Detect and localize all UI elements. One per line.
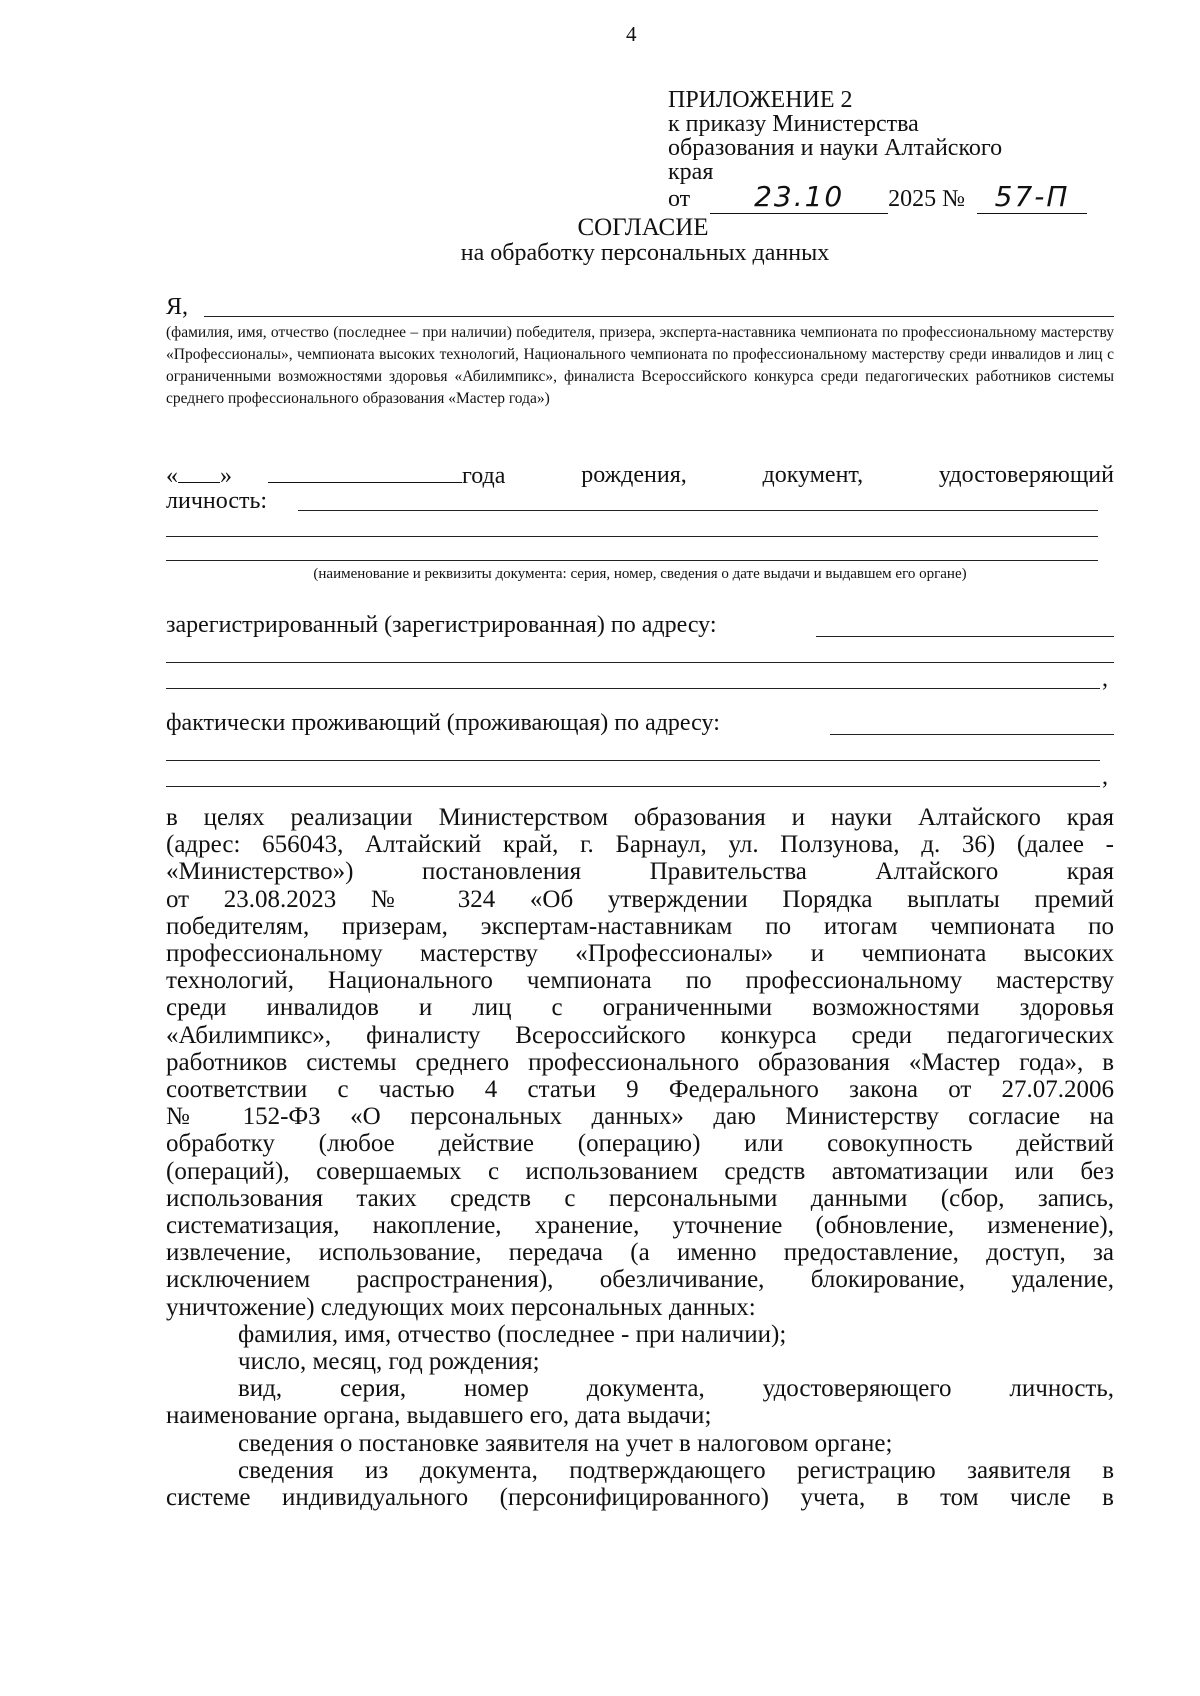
- birth-date-row: [166, 462, 1114, 490]
- identity-doc-note: (наименование и реквизиты документа: серия, номер, сведения о дате выдачи и выдавшем его органе): [313, 566, 967, 582]
- identity-doc-line-3[interactable]: [166, 560, 1098, 561]
- identity-doc-line-2[interactable]: [166, 536, 1098, 537]
- list-item-birth: число, месяц, год рождения;: [238, 1348, 540, 1376]
- order-number-field: [977, 180, 1087, 214]
- order-date-handwritten: 23.10: [754, 180, 845, 213]
- registered-address-field[interactable]: [816, 636, 1114, 637]
- word-birth: рождения,: [581, 462, 687, 488]
- body-line: технологий, Национального чемпионата по профессиональному мастерству: [166, 967, 1114, 995]
- registered-label: зарегистрированный (зарегистрированная) по адресу:: [166, 612, 717, 638]
- appendix-header: [668, 88, 1002, 184]
- birth-day-field[interactable]: [178, 462, 220, 483]
- body-line: извлечение, использование, передача (а именно предоставление, доступ, за: [166, 1239, 1114, 1267]
- actual-label: фактически проживающий (проживающая) по адресу:: [166, 710, 720, 736]
- word-certifying: удостоверяющий: [938, 462, 1114, 488]
- body-line: «Абилимпикс», финалисту Всероссийского конкурса среди педагогических: [166, 1021, 1114, 1049]
- body-line: использования таких средств с персональными данными (сбор, запись,: [166, 1184, 1114, 1212]
- document-subtitle: на обработку персональных данных: [460, 240, 830, 266]
- body-line: работников системы среднего профессионального образования «Мастер года», в: [166, 1048, 1114, 1076]
- body-line: (операций), совершаемых с использованием средств автоматизации или без: [166, 1157, 1114, 1185]
- list-item-id-doc: вид, серия, номер документа, удостоверяющего личность,: [238, 1375, 1114, 1403]
- list-item-id-doc-cont: наименование органа, выдавшего его, дата выдачи;: [166, 1402, 712, 1430]
- appendix-title: ПРИЛОЖЕНИЕ 2: [668, 87, 853, 113]
- body-line: соответствии с частью 4 статьи 9 Федерального закона от 27.07.2006: [166, 1076, 1114, 1104]
- body-line: № 152-ФЗ «О персональных данных» даю Министерству согласие на: [166, 1103, 1114, 1131]
- body-line: профессиональному мастерству «Профессионалы» и чемпионата высоких: [166, 940, 1114, 968]
- document-title: СОГЛАСИЕ: [577, 214, 709, 241]
- quote-close: »: [220, 463, 232, 489]
- list-item-fio: фамилия, имя, отчество (последнее - при наличии);: [238, 1320, 787, 1348]
- birth-date-block: [166, 462, 505, 490]
- body-line: «Министерство») постановления Правительства Алтайского края: [166, 858, 1114, 886]
- fio-field[interactable]: [204, 316, 1114, 317]
- registered-address-line-3[interactable]: [166, 688, 1100, 689]
- word-year: года: [462, 463, 506, 489]
- fio-note: (фамилия, имя, отчество (последнее – при наличии) победителя, призера, эксперта-наставника чемпионата по профессиональному мастерству «Профессионалы», чемпионата высоких технологий, Национального чемпионата по профессиональному мастерству среди инвалидов и лиц с ограниченными возможностями здоровья «Абилимпикс», финалиста Всероссийского конкурса среди педагогических работников системы среднего профессионального образования «Мастер года»): [166, 324, 1114, 407]
- appendix-line-3: края: [668, 159, 714, 185]
- consent-body: [166, 804, 1114, 1511]
- body-line: систематизация, накопление, хранение, уточнение (обновление, изменение),: [166, 1212, 1114, 1240]
- list-item-tax: сведения о постановке заявителя на учет в налоговом органе;: [238, 1429, 893, 1457]
- birth-month-year-field[interactable]: [268, 462, 462, 483]
- actual-address-line-2[interactable]: [166, 760, 1100, 761]
- body-line: (адрес: 656043, Алтайский край, г. Барнаул, ул. Ползунова, д. 36) (далее -: [166, 831, 1114, 859]
- appendix-line-1: к приказу Министерства: [668, 111, 919, 137]
- date-prefix: от: [668, 186, 691, 212]
- body-line: победителям, призерам, экспертам-наставникам по итогам чемпионата по: [166, 912, 1114, 940]
- identity-label: личность:: [166, 488, 268, 514]
- actual-address-field[interactable]: [830, 734, 1114, 735]
- word-document: документ,: [762, 462, 864, 488]
- body-line: в целях реализации Министерством образования и науки Алтайского края: [166, 804, 1114, 831]
- body-line: обработку (любое действие (операцию) или совокупность действий: [166, 1130, 1114, 1158]
- order-date-field: [710, 180, 888, 214]
- list-item-registration-cont: системе индивидуального (персонифицированного) учета, в том числе в: [166, 1484, 1114, 1512]
- body-line: исключением распространения), обезличивание, блокирование, удаление,: [166, 1266, 1114, 1294]
- page-number: 4: [626, 22, 637, 46]
- actual-comma: ,: [1102, 764, 1108, 790]
- body-line-last: уничтожение) следующих моих персональных данных:: [166, 1293, 756, 1321]
- identity-doc-field[interactable]: [298, 510, 1098, 511]
- body-line: среди инвалидов и лиц с ограниченными возможностями здоровья: [166, 994, 1114, 1022]
- order-date-line: [668, 180, 1087, 214]
- registered-comma: ,: [1102, 666, 1108, 692]
- appendix-line-2: образования и науки Алтайского: [668, 135, 1003, 161]
- list-item-registration: сведения из документа, подтверждающего регистрацию заявителя в: [238, 1456, 1114, 1484]
- actual-address-line-3[interactable]: [166, 786, 1100, 787]
- quote-open: «: [166, 463, 178, 489]
- order-year-number: 2025 №: [888, 186, 966, 212]
- registered-address-line-2[interactable]: [166, 662, 1114, 663]
- order-number-handwritten: 57-П: [994, 180, 1070, 213]
- body-line: от 23.08.2023 № 324 «Об утверждении Порядка выплаты премий: [166, 885, 1114, 913]
- i-label: Я,: [166, 294, 189, 320]
